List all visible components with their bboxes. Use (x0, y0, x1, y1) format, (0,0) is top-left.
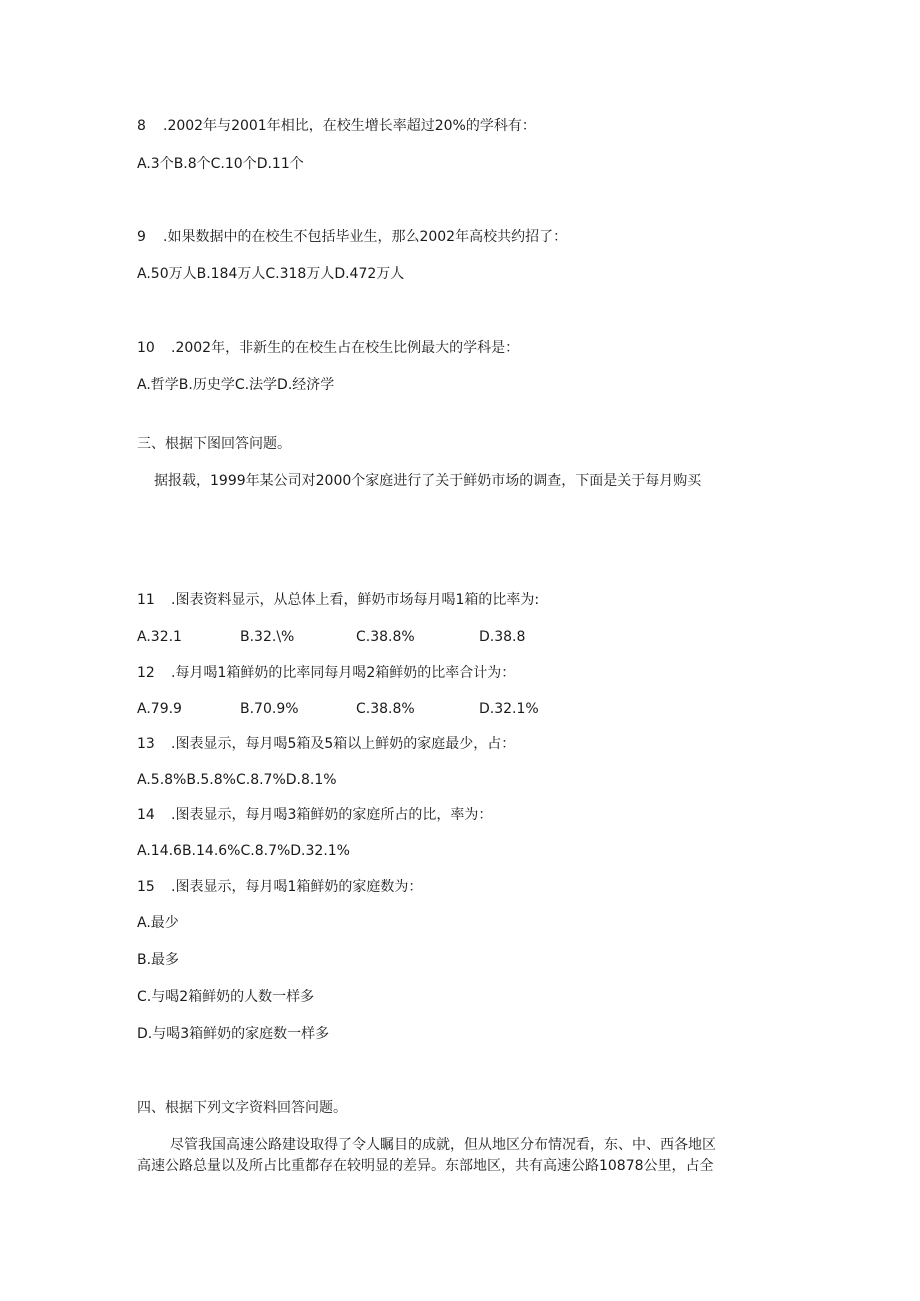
section-3-heading: 三、根据下图回答问题。 (137, 436, 291, 452)
question-number: 13 (137, 736, 155, 752)
option-b: B.32.\% (240, 629, 295, 645)
question-text: .2002年，非新生的在校生占在校生比例最大的学科是： (171, 340, 520, 356)
question-number: 15 (137, 879, 155, 895)
option-d: D.38.8 (479, 629, 526, 645)
question-8-options: A.3个B.8个C.10个D.11个 (137, 156, 304, 172)
section-4-paragraph-line-1: 尽管我国高速公路建设取得了令人瞩目的成就，但从地区分布情况看，东、中、西各地区 (170, 1137, 716, 1153)
option-a: A.79.9 (137, 701, 182, 717)
option-c: C.38.8% (356, 701, 415, 717)
question-15 (137, 877, 422, 897)
question-9-options: A.50万人B.184万人C.318万人D.472万人 (137, 266, 405, 282)
question-13-options: A.5.8%B.5.8%C.8.7%D.8.1% (137, 772, 337, 788)
question-13 (137, 734, 515, 754)
question-9 (137, 227, 567, 247)
question-text: .每月喝1箱鲜奶的比率同每月喝2箱鲜奶的比率合计为： (171, 665, 516, 681)
section-4-paragraph-line-2: 高速公路总量以及所占比重都存在较明显的差异。东部地区，共有高速公路10878公里，占全 (137, 1158, 714, 1174)
option-c: C.38.8% (356, 629, 415, 645)
question-number: 14 (137, 807, 155, 823)
question-number: 12 (137, 665, 155, 681)
question-text: .图表显示，每月喝3箱鲜奶的家庭所占的比，率为： (171, 807, 493, 823)
question-12-options (137, 699, 657, 719)
question-14 (137, 805, 492, 825)
question-10 (137, 338, 519, 358)
question-15-option-c: C.与喝2箱鲜奶的人数一样多 (137, 989, 315, 1005)
option-d: D.32.1% (479, 701, 539, 717)
question-number: 9 (137, 229, 146, 245)
question-14-options: A.14.6B.14.6%C.8.7%D.32.1% (137, 843, 350, 859)
question-8 (137, 116, 536, 136)
question-11-options (137, 627, 657, 647)
question-12 (137, 663, 515, 683)
question-number: 10 (137, 340, 155, 356)
question-text: .如果数据中的在校生不包括毕业生，那么2002年高校共约招了： (163, 229, 568, 245)
question-text: .图表资料显示，从总体上看，鲜奶市场每月喝1箱的比率为: (171, 592, 540, 608)
question-number: 8 (137, 118, 146, 134)
question-11 (137, 590, 539, 610)
question-15-option-b: B.最多 (137, 952, 180, 968)
option-b: B.70.9% (240, 701, 299, 717)
question-text: .2002年与2001年相比，在校生增长率超过20%的学科有： (163, 118, 536, 134)
section-3-intro: 据报载，1999年某公司对2000个家庭进行了关于鲜奶市场的调查，下面是关于每月购买 (154, 473, 702, 489)
option-a: A.32.1 (137, 629, 182, 645)
question-15-option-a: A.最少 (137, 915, 179, 931)
question-10-options: A.哲学B.历史学C.法学D.经济学 (137, 377, 335, 393)
section-4-heading: 四、根据下列文字资料回答问题。 (137, 1100, 347, 1116)
question-15-option-d: D.与喝3箱鲜奶的家庭数一样多 (137, 1026, 330, 1042)
question-text: .图表显示，每月喝5箱及5箱以上鲜奶的家庭最少，占： (171, 736, 516, 752)
question-number: 11 (137, 592, 155, 608)
question-text: .图表显示，每月喝1箱鲜奶的家庭数为： (171, 879, 423, 895)
